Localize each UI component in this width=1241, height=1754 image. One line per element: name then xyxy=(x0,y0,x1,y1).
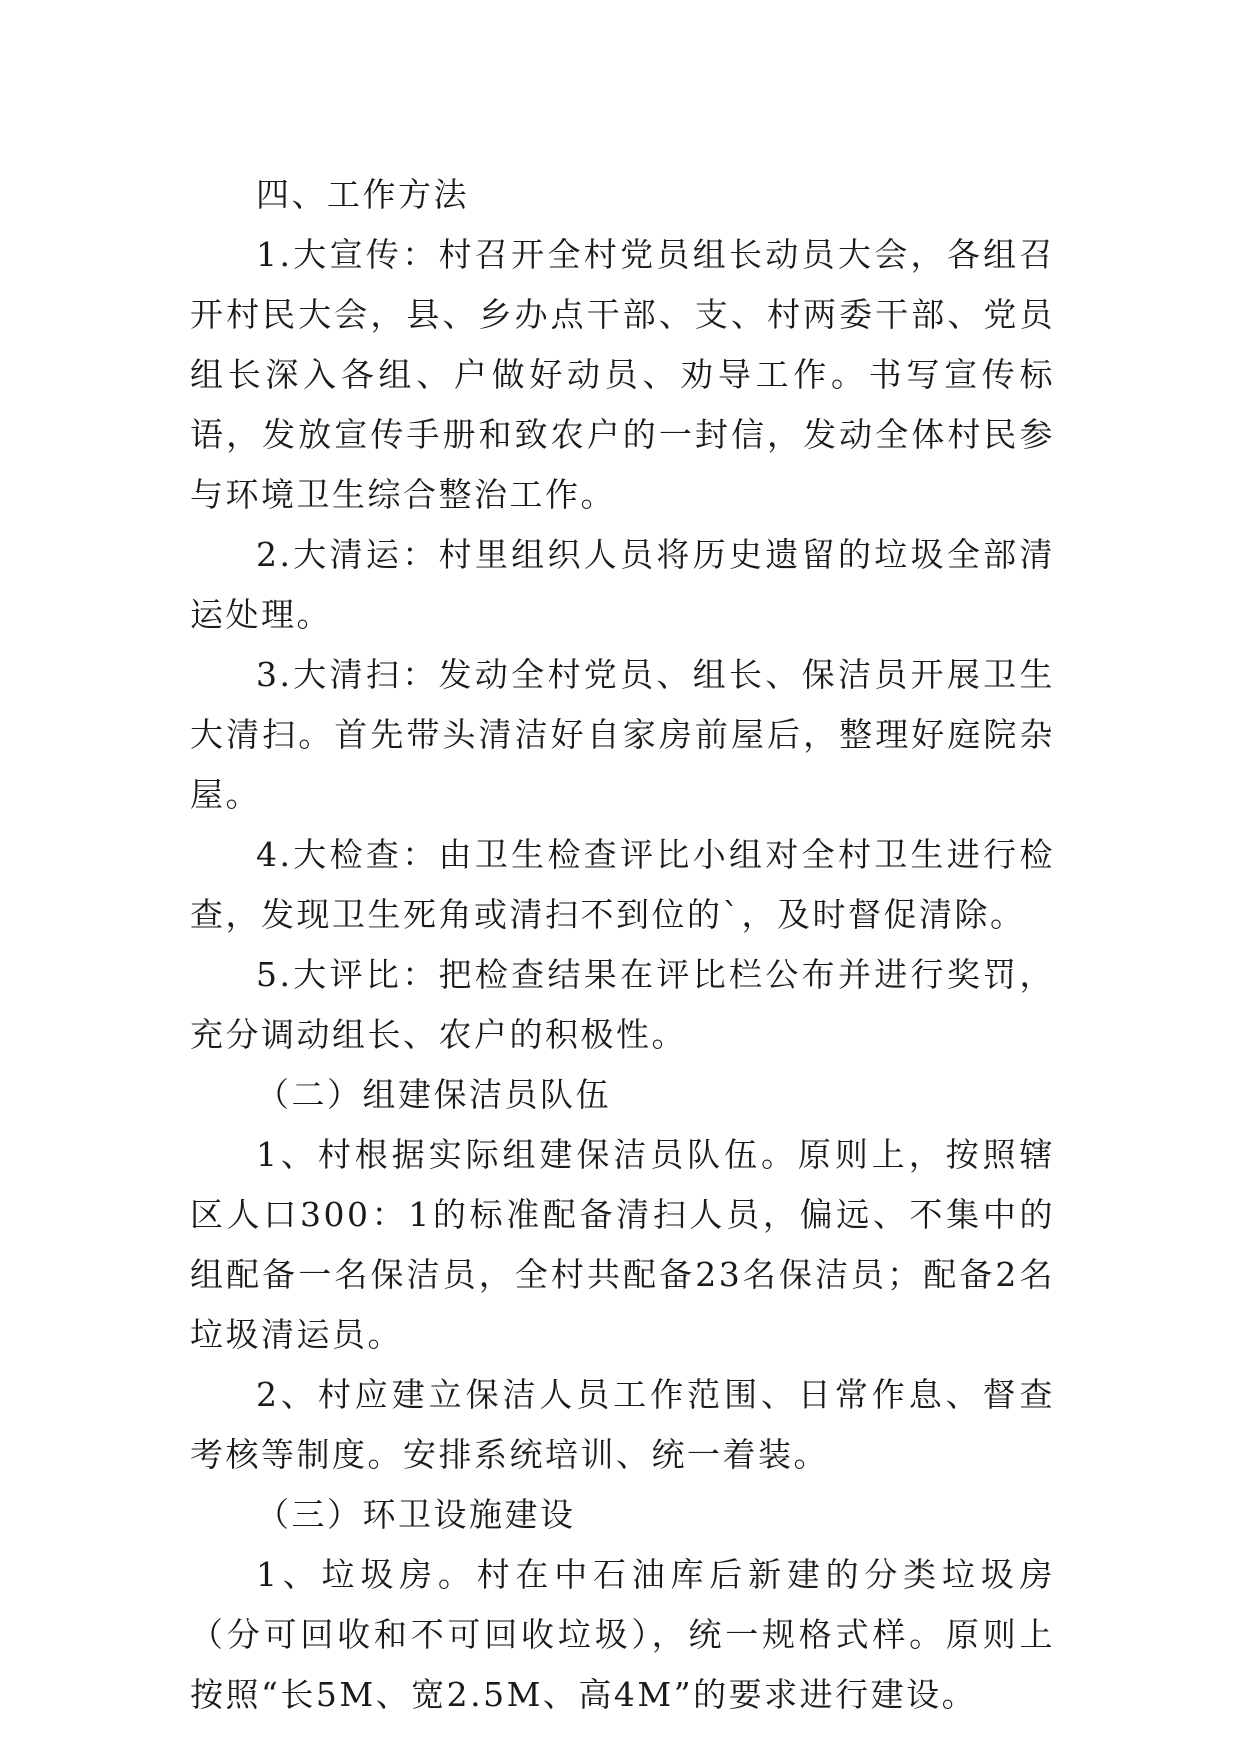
document-body xyxy=(190,165,1055,1725)
paragraph-staff-team: 1、村根据实际组建保洁员队伍。原则上，按照辖区人口300：1的标准配备清扫人员，偏远、不集中的组配备一名保洁员，全村共配备23名保洁员；配备2名垃圾清运员。 xyxy=(190,1135,1055,1354)
paragraph-cleanup-transport: 2.大清运：村里组织人员将历史遗留的垃圾全部清运处理。 xyxy=(190,535,1055,634)
paragraph-cleaning: 3.大清扫：发动全村党员、组长、保洁员开展卫生大清扫。首先带头清洁好自家房前屋后，整理好庭院杂屋。 xyxy=(190,655,1055,814)
paragraph-inspection: 4.大检查：由卫生检查评比小组对全村卫生进行检查，发现卫生死角或清扫不到位的`，及时督促清除。 xyxy=(190,835,1055,934)
paragraph-garbage-house: 1、垃圾房。村在中石油库后新建的分类垃圾房（分可回收和不可回收垃圾），统一规格式样。原则上按照“长5M、宽2.5M、高4M”的要求进行建设。 xyxy=(190,1555,1055,1714)
section-heading-work-methods: 四、工作方法 xyxy=(256,175,469,214)
section-heading-cleaning-staff: （二）组建保洁员队伍 xyxy=(256,1075,611,1114)
section-heading-facilities: （三）环卫设施建设 xyxy=(256,1495,576,1534)
paragraph-staff-rules: 2、村应建立保洁人员工作范围、日常作息、督查考核等制度。安排系统培训、统一着装。 xyxy=(190,1375,1055,1474)
paragraph-publicity: 1.大宣传：村召开全村党员组长动员大会，各组召开村民大会，县、乡办点干部、支、村两委干部、党员组长深入各组、户做好动员、劝导工作。书写宣传标语，发放宣传手册和致农户的一封信，发动全体村民参与环境卫生综合整治工作。 xyxy=(190,235,1055,514)
paragraph-evaluation: 5.大评比：把检查结果在评比栏公布并进行奖罚，充分调动组长、农户的积极性。 xyxy=(190,955,1055,1054)
